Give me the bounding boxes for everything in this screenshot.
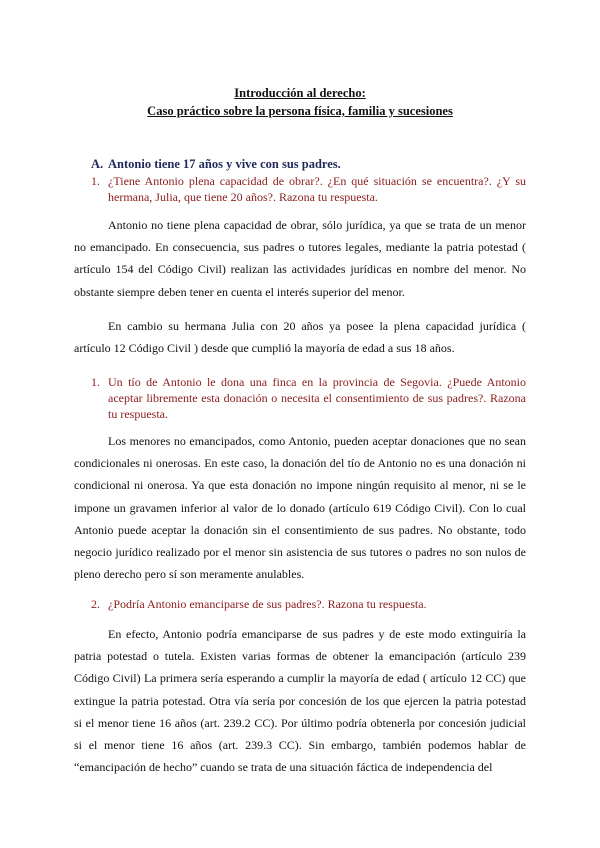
question-number: 1.	[91, 375, 100, 389]
question-text: Un tío de Antonio le dona una finca en la provincia de Segovia. ¿Puede Antonio aceptar libremente esta donación o necesita el consentimiento de sus padres?. Razona tu respuesta.	[108, 375, 526, 421]
question-number: 2.	[91, 597, 100, 611]
title-line-2: Caso práctico sobre la persona física, familia y sucesiones	[147, 104, 453, 118]
question-text: ¿Podría Antonio emanciparse de sus padres?. Razona tu respuesta.	[108, 597, 427, 611]
answer-paragraph-1: Antonio no tiene plena capacidad de obrar, sólo jurídica, ya que se trata de un menor no emancipado. En consecuencia, sus padres o tutores legales, mediante la patria potestad ( artículo 154 del Código Civil) realizan las actividades jurídicas en nombre del menor. No obstante siempre deben tener en cuenta el interés superior del menor.	[74, 218, 526, 299]
section-a-text: Antonio tiene 17 años y vive con sus padres.	[108, 157, 341, 171]
document-title	[0, 84, 600, 120]
question-2	[91, 374, 526, 422]
section-a-heading	[91, 156, 531, 172]
question-number: 1.	[91, 174, 100, 188]
title-line-1: Introducción al derecho:	[234, 86, 366, 100]
answer-paragraph-4: En efecto, Antonio podría emanciparse de sus padres y de este modo extinguiría la patria potestad o tutela. Existen varias formas de obtener la emancipación (artículo 239 Código Civil) La primera sería esperando a cumplir la mayoría de edad ( artículo 12 CC) que extingue la patria potestad. Otra vía sería por concesión de los que ejercen la patria potestad si el menor tiene 16 años (art. 239.2 CC). Por último podría obtenerla por concesión judicial si el menor tiene 16 años (art. 239.3 CC). Sin embargo, también podemos hablar de “emancipación de hecho” cuando se trata de una situación fáctica de independencia del	[74, 627, 526, 775]
question-1	[91, 173, 526, 205]
answer-paragraph-2: En cambio su hermana Julia con 20 años ya posee la plena capacidad jurídica ( artículo 12 Código Civil ) desde que cumplió la mayoría de edad a sus 18 años.	[74, 319, 526, 356]
answer-paragraph-3: Los menores no emancipados, como Antonio, pueden aceptar donaciones que no sean condicionales ni onerosas. En este caso, la donación del tío de Antonio no es una donación ni condicional ni onerosa. Ya que esta donación no impone ningún requisito al menor, ni se le impone un gravamen inferior al valor de lo donado (artículo 619 Código Civil). Con lo cual Antonio puede aceptar la donación sin el consentimiento de sus padres. No obstante, todo negocio jurídico realizado por el menor sin asistencia de sus tutores o padres no son nulos de pleno derecho pero sí son meramente anulables.	[74, 434, 526, 582]
question-text: ¿Tiene Antonio plena capacidad de obrar?. ¿En qué situación se encuentra?. ¿Y su hermana, Julia, que tiene 20 años?. Razona tu respuesta.	[108, 174, 526, 204]
section-a-marker: A.	[91, 157, 104, 171]
question-3	[91, 596, 526, 612]
